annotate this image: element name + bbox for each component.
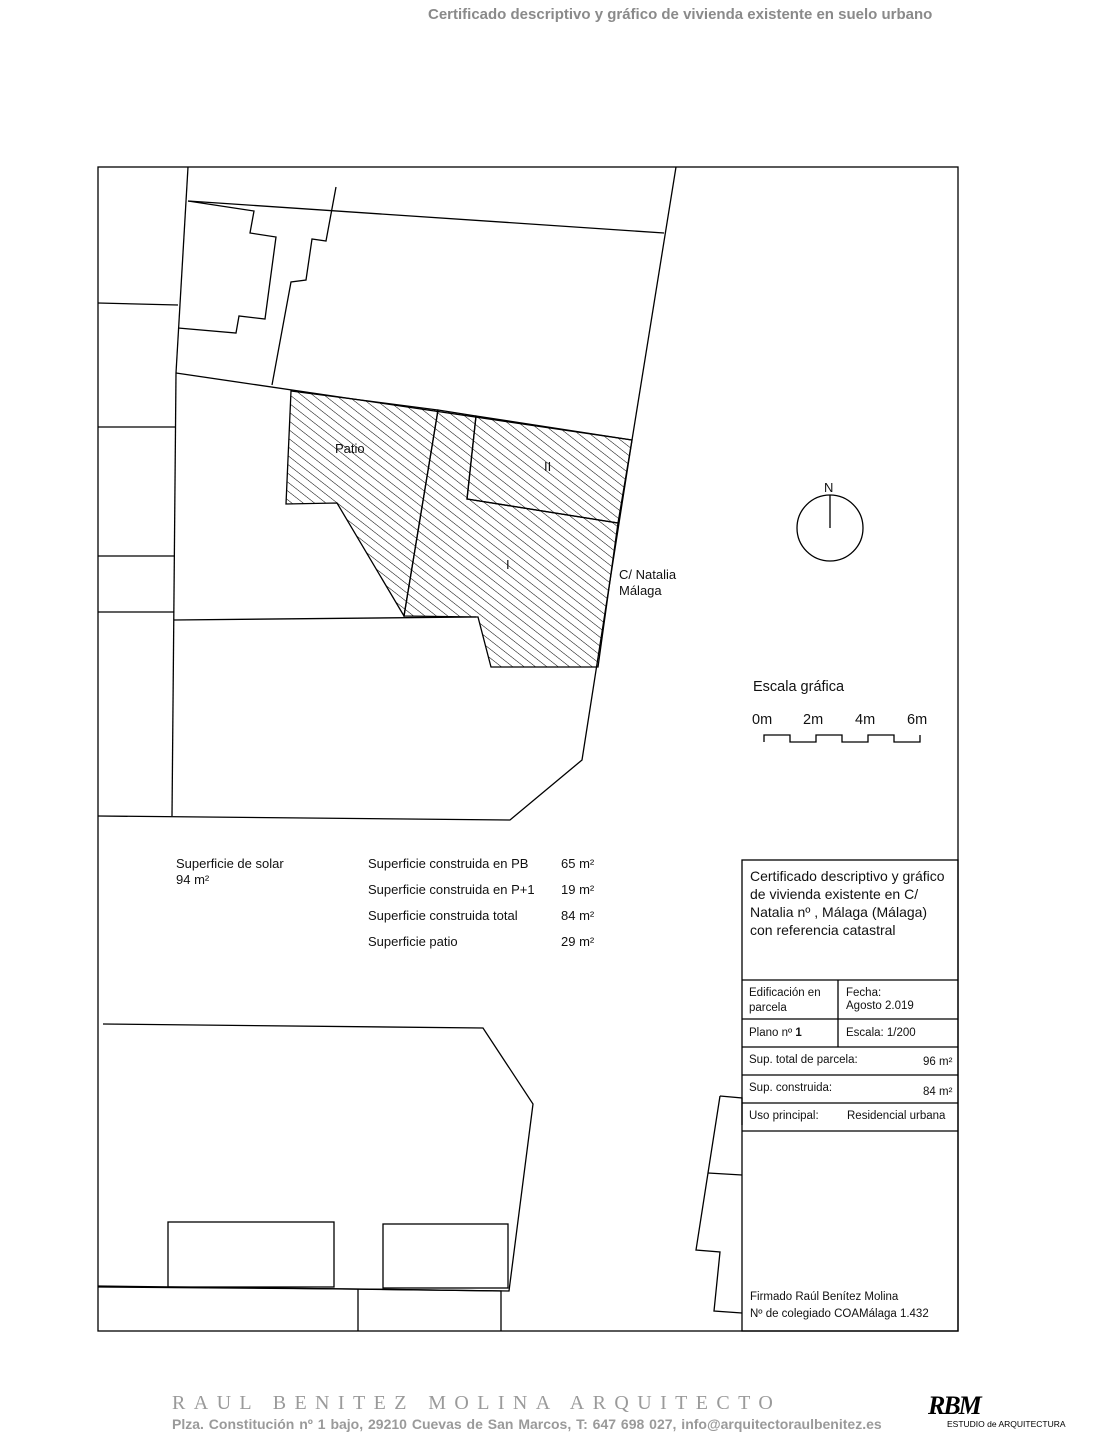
parcel-line (174, 617, 476, 620)
signature-line: Nº de colegiado COAMálaga 1.432 (750, 1308, 929, 1320)
surface-row-label: Superficie construida en P+1 (368, 882, 535, 897)
street-edge-line (632, 167, 676, 440)
sup-parcela-label: Sup. total de parcela: (749, 1054, 858, 1066)
north-label: N (824, 480, 834, 495)
escala-label: Escala: 1/200 (846, 1027, 916, 1039)
parcel-line (98, 1024, 533, 1291)
parcel-line (188, 201, 664, 233)
edificacion-label: Edificación en (749, 987, 821, 999)
scale-bar (764, 735, 920, 742)
document-header-title: Certificado descriptivo y gráfico de vivienda existente en suelo urbano (428, 6, 933, 23)
parcel-line (720, 1096, 742, 1125)
surface-row-label: Superficie patio (368, 934, 458, 949)
street-label: Málaga (619, 583, 662, 598)
sup-parcela-value: 96 m² (923, 1056, 953, 1068)
fecha-label: Fecha: (846, 987, 882, 999)
studio-logo: RBM (928, 1391, 980, 1420)
sup-construida-value: 84 m² (923, 1086, 953, 1098)
signature-line: Firmado Raúl Benítez Molina (750, 1291, 899, 1303)
sup-construida-label: Sup. construida: (749, 1082, 833, 1094)
solar-surface-label: Superficie de solar (176, 856, 284, 871)
uso-label: Uso principal: (749, 1110, 819, 1122)
fecha-value: Agosto 2.019 (846, 1000, 914, 1012)
label-level-two: II (544, 459, 552, 474)
parcel-line (176, 167, 188, 373)
parcel-line (98, 1287, 501, 1331)
scale-tick-label: 4m (855, 712, 876, 728)
surface-row-value: 19 m² (561, 882, 595, 897)
title-block-description: Certificado descriptivo y gráfico de vivienda existente en C/ Natalia nº , Málaga (Málaga) con referencia catastral (750, 868, 945, 938)
edificacion-label: parcela (749, 1002, 787, 1014)
surface-row-value: 29 m² (561, 934, 595, 949)
plano-label: Plano nº (749, 1027, 793, 1039)
surface-row-label: Superficie construida total (368, 908, 518, 923)
building-outline (178, 201, 276, 333)
scale-tick-label: 6m (907, 712, 928, 728)
parcel-line (708, 1173, 742, 1175)
scale-bar-title: Escala gráfica (753, 679, 845, 695)
footer-address: Plza. Constitución nº 1 bajo, 29210 Cuevas de San Marcos, T: 647 698 027, info@arquitectoraulbenitez.es (172, 1416, 882, 1432)
surface-row-label: Superficie construida en PB (368, 856, 529, 871)
building-outline (168, 1222, 334, 1287)
footer-architect-name: RAUL BENITEZ MOLINA ARQUITECTO (172, 1392, 782, 1414)
building-outline (383, 1224, 508, 1288)
label-level-one: I (506, 557, 510, 572)
plano-value: 1 (795, 1027, 802, 1039)
drawing-frame (98, 167, 958, 1331)
street-label: C/ Natalia (619, 567, 677, 582)
label-patio: Patio (335, 441, 365, 456)
surface-row-value: 65 m² (561, 856, 595, 871)
studio-logo-subtitle: ESTUDIO de ARQUITECTURA (947, 1419, 1066, 1429)
parcel-line (696, 1096, 742, 1313)
uso-value: Residencial urbana (847, 1110, 946, 1122)
parcel-line (172, 373, 176, 816)
parcel-line (272, 187, 336, 385)
solar-surface-value: 94 m² (176, 872, 210, 887)
scale-tick-label: 2m (803, 712, 824, 728)
scale-tick-label: 0m (752, 712, 773, 728)
surface-row-value: 84 m² (561, 908, 595, 923)
parcel-line (98, 303, 178, 305)
plano-number (749, 1027, 802, 1039)
